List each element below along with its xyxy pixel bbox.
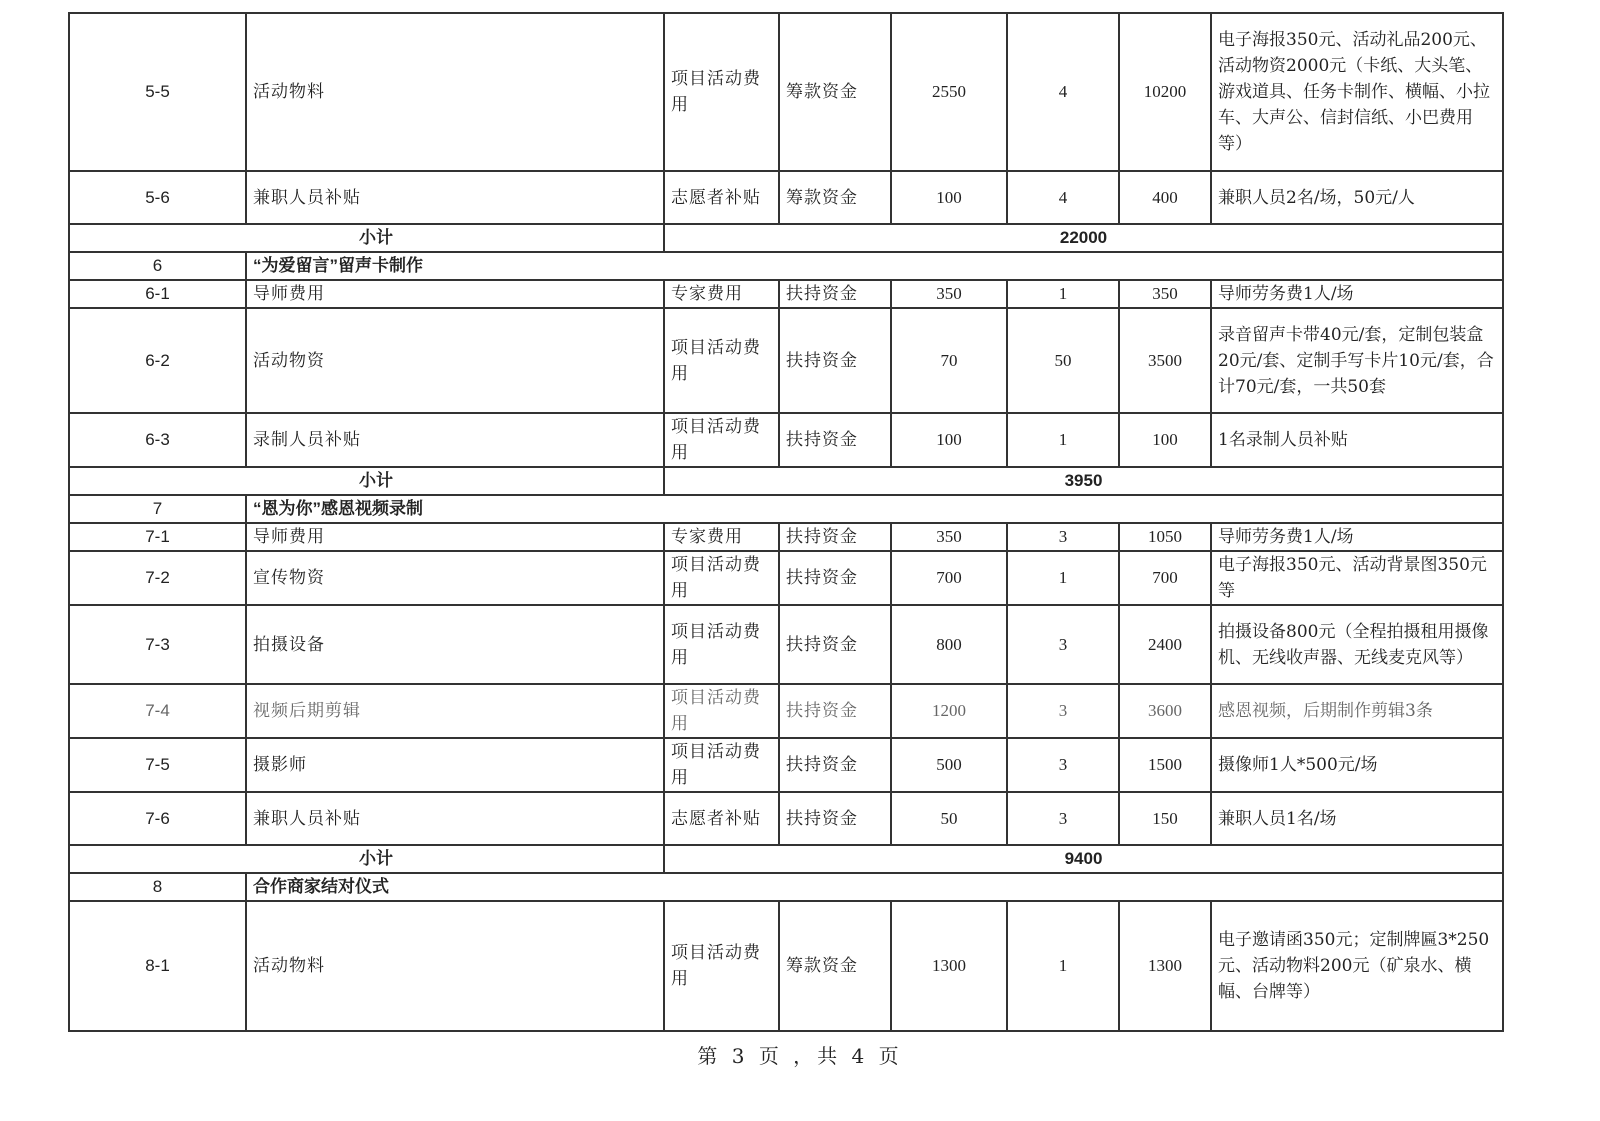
- table-row: [69, 280, 1503, 308]
- subtotal-row: [69, 224, 1503, 252]
- quantity: 4: [1007, 13, 1119, 171]
- item-name: 导师费用: [246, 523, 664, 551]
- subtotal-value: 22000: [664, 224, 1503, 252]
- table-row: [69, 792, 1503, 845]
- item-name: 导师费用: [246, 280, 664, 308]
- fund-source: 扶持资金: [779, 605, 891, 684]
- cost-type: 项目活动费用: [664, 684, 779, 738]
- note: 电子海报350元、活动背景图350元等: [1211, 551, 1503, 605]
- row-number: 7-2: [69, 551, 246, 605]
- fund-source: 扶持资金: [779, 280, 891, 308]
- fund-source: 筹款资金: [779, 13, 891, 171]
- line-total: 2400: [1119, 605, 1211, 684]
- item-name: 拍摄设备: [246, 605, 664, 684]
- line-total: 400: [1119, 171, 1211, 224]
- row-number: 7-1: [69, 523, 246, 551]
- note: 感恩视频，后期制作剪辑3条: [1211, 684, 1503, 738]
- line-total: 100: [1119, 413, 1211, 467]
- fund-source: 扶持资金: [779, 413, 891, 467]
- item-name: 宣传物资: [246, 551, 664, 605]
- cost-type: 项目活动费用: [664, 551, 779, 605]
- quantity: 1: [1007, 901, 1119, 1031]
- section-number: 7: [69, 495, 246, 523]
- item-name: 视频后期剪辑: [246, 684, 664, 738]
- cost-type: 项目活动费用: [664, 13, 779, 171]
- note: 1名录制人员补贴: [1211, 413, 1503, 467]
- table-row: [69, 308, 1503, 413]
- cost-type: 项目活动费用: [664, 413, 779, 467]
- unit-price: 350: [891, 280, 1007, 308]
- page-footer: 第 3 页 ，共 4 页: [697, 1044, 903, 1068]
- cost-type: 项目活动费用: [664, 738, 779, 792]
- fund-source: 筹款资金: [779, 171, 891, 224]
- quantity: 3: [1007, 523, 1119, 551]
- section-number: 8: [69, 873, 246, 901]
- row-number: 8-1: [69, 901, 246, 1031]
- unit-price: 1200: [891, 684, 1007, 738]
- table-row: [69, 523, 1503, 551]
- cost-type: 专家费用: [664, 523, 779, 551]
- fund-source: 扶持资金: [779, 792, 891, 845]
- table-row: [69, 605, 1503, 684]
- row-number: 7-4: [69, 684, 246, 738]
- section-title: 合作商家结对仪式: [246, 873, 1503, 901]
- quantity: 1: [1007, 280, 1119, 308]
- row-number: 6-2: [69, 308, 246, 413]
- subtotal-row: [69, 845, 1503, 873]
- item-name: 兼职人员补贴: [246, 792, 664, 845]
- unit-price: 50: [891, 792, 1007, 845]
- line-total: 1300: [1119, 901, 1211, 1031]
- row-number: 7-6: [69, 792, 246, 845]
- table-row: [69, 171, 1503, 224]
- cost-type: 项目活动费用: [664, 308, 779, 413]
- note: 导师劳务费1人/场: [1211, 280, 1503, 308]
- subtotal-value: 3950: [664, 467, 1503, 495]
- row-number: 7-3: [69, 605, 246, 684]
- subtotal-label: 小计: [69, 467, 664, 495]
- unit-price: 500: [891, 738, 1007, 792]
- item-name: 录制人员补贴: [246, 413, 664, 467]
- unit-price: 350: [891, 523, 1007, 551]
- line-total: 10200: [1119, 13, 1211, 171]
- subtotal-value: 9400: [664, 845, 1503, 873]
- fund-source: 扶持资金: [779, 684, 891, 738]
- section-title: “恩为你”感恩视频录制: [246, 495, 1503, 523]
- line-total: 150: [1119, 792, 1211, 845]
- section-title: “为爱留言”留声卡制作: [246, 252, 1503, 280]
- fund-source: 扶持资金: [779, 551, 891, 605]
- unit-price: 2550: [891, 13, 1007, 171]
- row-number: 6-3: [69, 413, 246, 467]
- cost-type: 项目活动费用: [664, 605, 779, 684]
- unit-price: 1300: [891, 901, 1007, 1031]
- table-row: [69, 901, 1503, 1031]
- unit-price: 100: [891, 171, 1007, 224]
- line-total: 1500: [1119, 738, 1211, 792]
- note: 导师劳务费1人/场: [1211, 523, 1503, 551]
- line-total: 350: [1119, 280, 1211, 308]
- row-number: 5-6: [69, 171, 246, 224]
- section-row: [69, 873, 1503, 901]
- table-row: [69, 13, 1503, 171]
- fund-source: 扶持资金: [779, 308, 891, 413]
- quantity: 3: [1007, 605, 1119, 684]
- note: 电子海报350元、活动礼品200元、活动物资2000元（卡纸、大头笔、游戏道具、任务卡制作、横幅、小拉车、大声公、信封信纸、小巴费用等）: [1211, 13, 1503, 171]
- unit-price: 100: [891, 413, 1007, 467]
- item-name: 活动物资: [246, 308, 664, 413]
- note: 兼职人员2名/场，50元/人: [1211, 171, 1503, 224]
- item-name: 兼职人员补贴: [246, 171, 664, 224]
- cost-type: 志愿者补贴: [664, 792, 779, 845]
- subtotal-label: 小计: [69, 224, 664, 252]
- quantity: 1: [1007, 551, 1119, 605]
- quantity: 3: [1007, 792, 1119, 845]
- note: 电子邀请函350元；定制牌匾3*250元、活动物料200元（矿泉水、横幅、台牌等）: [1211, 901, 1503, 1031]
- budget-table: [68, 12, 1504, 1032]
- section-number: 6: [69, 252, 246, 280]
- line-total: 700: [1119, 551, 1211, 605]
- quantity: 50: [1007, 308, 1119, 413]
- subtotal-label: 小计: [69, 845, 664, 873]
- quantity: 1: [1007, 413, 1119, 467]
- fund-source: 筹款资金: [779, 901, 891, 1031]
- unit-price: 800: [891, 605, 1007, 684]
- note: 摄像师1人*500元/场: [1211, 738, 1503, 792]
- note: 录音留声卡带40元/套，定制包装盒20元/套、定制手写卡片10元/套，合计70元/套，一共50套: [1211, 308, 1503, 413]
- line-total: 3500: [1119, 308, 1211, 413]
- row-number: 7-5: [69, 738, 246, 792]
- fund-source: 扶持资金: [779, 738, 891, 792]
- item-name: 活动物料: [246, 901, 664, 1031]
- line-total: 1050: [1119, 523, 1211, 551]
- unit-price: 700: [891, 551, 1007, 605]
- table-row: [69, 738, 1503, 792]
- cost-type: 专家费用: [664, 280, 779, 308]
- table-row: [69, 684, 1503, 738]
- line-total: 3600: [1119, 684, 1211, 738]
- section-row: [69, 495, 1503, 523]
- unit-price: 70: [891, 308, 1007, 413]
- row-number: 5-5: [69, 13, 246, 171]
- quantity: 3: [1007, 684, 1119, 738]
- quantity: 3: [1007, 738, 1119, 792]
- cost-type: 志愿者补贴: [664, 171, 779, 224]
- note: 兼职人员1名/场: [1211, 792, 1503, 845]
- table-row: [69, 551, 1503, 605]
- cost-type: 项目活动费用: [664, 901, 779, 1031]
- item-name: 活动物料: [246, 13, 664, 171]
- row-number: 6-1: [69, 280, 246, 308]
- note: 拍摄设备800元（全程拍摄租用摄像机、无线收声器、无线麦克风等）: [1211, 605, 1503, 684]
- table-row: [69, 413, 1503, 467]
- subtotal-row: [69, 467, 1503, 495]
- section-row: [69, 252, 1503, 280]
- item-name: 摄影师: [246, 738, 664, 792]
- quantity: 4: [1007, 171, 1119, 224]
- fund-source: 扶持资金: [779, 523, 891, 551]
